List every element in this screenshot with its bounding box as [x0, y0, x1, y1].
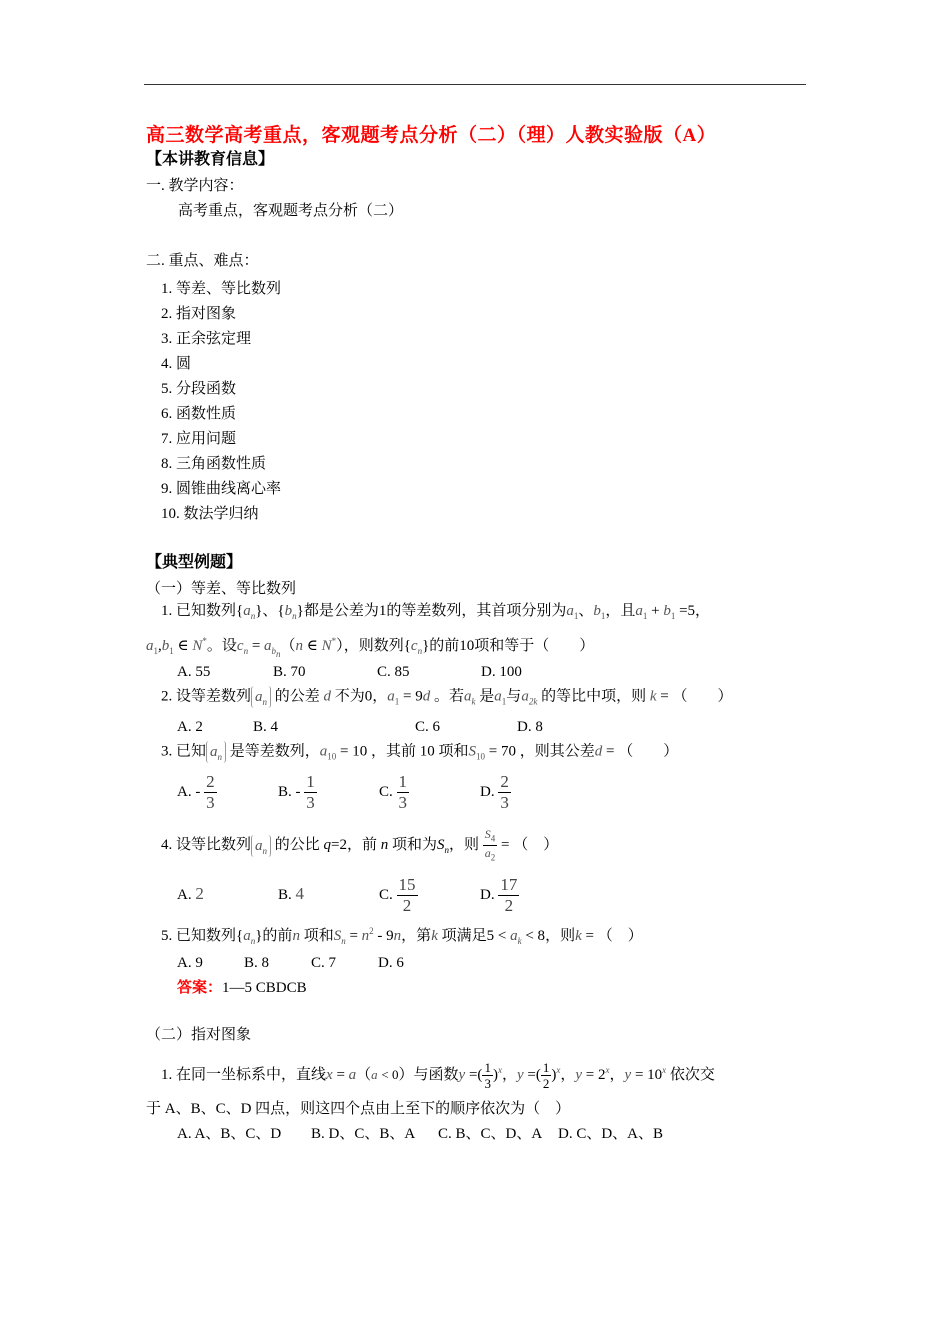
choice-a[interactable]: A. - $\frac{2}{3}$ — [177, 772, 215, 813]
choice-c[interactable]: C. 7 — [311, 955, 337, 971]
choice-b[interactable]: B. 70 — [273, 664, 306, 680]
list-item: 4. 圆 — [161, 356, 192, 372]
answer-label: 答案： — [177, 980, 223, 996]
question-6-line1: 1. 在同一坐标系中，直线x = a（a < 0）与函数y =( $\frac{1}{3}$ )$^x$，y =( $\frac{1}{2}$ )$^x$，$y = 2^x$，$y = 10^x$ 依次交 — [161, 1060, 715, 1092]
question-4-line1: 4. 设等比数列 $a_n$ 的公比 q=2，前 n 项和为$S_n$，则 $\frac{S_4}{a_2}$ = （ ） — [161, 826, 559, 863]
question-3-choices — [177, 770, 511, 814]
choice-b[interactable]: B. 4 — [253, 719, 279, 735]
choice-d[interactable]: D. $\frac{17}{2}$ — [480, 875, 518, 916]
choice-d[interactable]: D. C、D、A、B — [558, 1126, 664, 1142]
part2-header: （二）指对图象 — [146, 1027, 252, 1043]
top-rule — [144, 84, 806, 85]
choice-a[interactable]: A. A、B、C、D — [177, 1126, 282, 1142]
choice-c[interactable]: C. B、C、D、A — [438, 1126, 543, 1142]
list-item: 8. 三角函数性质 — [161, 456, 267, 472]
question-5-choices — [177, 953, 404, 973]
list-item: 9. 圆锥曲线离心率 — [161, 481, 282, 497]
question-1-line1: 1. 已知数列$\{a_n\}$、$\{b_n\}$都是公差为1的等差数列，其首项分别为$a_1$、$b_1$，且$a_1 + b_1 =5$， — [161, 603, 711, 621]
question-5-line1: 5. 已知数列$\{a_n\}$的前n 项和$S_n = n^2 - 9n$，第k 项满足$5 < a_k < 8$，则k = （ ） — [161, 926, 643, 946]
choice-a[interactable]: A. 2 — [177, 884, 204, 903]
choice-a[interactable]: A. 9 — [177, 955, 203, 971]
content-header: 一. 教学内容： — [146, 178, 244, 194]
question-2-choices — [177, 717, 543, 737]
list-item: 10. 数法学归纳 — [161, 506, 259, 522]
choice-d[interactable]: D. 6 — [378, 955, 404, 971]
question-2-line1: 2. 设等差数列 $a_n$ 的公差 d 不为0，$a_1 = 9d$ 。若$a_k$ 是$a_1$与$a_{2k}$ 的等比中项，则 k = （ ） — [161, 686, 732, 711]
list-item: 3. 正余弦定理 — [161, 331, 252, 347]
choice-a[interactable]: A. 55 — [177, 664, 211, 680]
choice-d[interactable]: D. 100 — [481, 664, 522, 680]
list-item: 1. 等差、等比数列 — [161, 281, 282, 297]
focus-header: 二. 重点、难点： — [146, 253, 259, 269]
answer-line — [177, 978, 307, 998]
choice-c[interactable]: C. $\frac{1}{3}$ — [379, 772, 408, 813]
question-6-line2: 于 A、B、C、D 四点，则这四个点由上至下的顺序依次为（ ） — [146, 1101, 571, 1117]
choice-c[interactable]: C. 6 — [415, 719, 441, 735]
part1-header: （一）等差、等比数列 — [146, 581, 297, 597]
choice-d[interactable]: D. 8 — [517, 719, 543, 735]
choice-b[interactable]: B. 4 — [278, 884, 305, 903]
list-item: 7. 应用问题 — [161, 431, 237, 447]
list-item: 6. 函数性质 — [161, 406, 237, 422]
question-1-line2: $a_1,b_1$ ∈ N*。设$c_n = a_{b_n}(n$ ∈ N*），则数列$\{c_n\}$的前10项和等于（ ） — [146, 636, 595, 659]
choice-d[interactable]: D. $\frac{2}{3}$ — [480, 772, 509, 813]
content-text: 高考重点，客观题考点分析（二） — [178, 203, 404, 219]
question-4-choices — [177, 872, 519, 917]
question-1-choices — [177, 662, 522, 682]
choice-a[interactable]: A. 2 — [177, 719, 203, 735]
choice-c[interactable]: C. $\frac{15}{2}$ — [379, 875, 416, 916]
examples-header: 【典型例题】 — [146, 554, 243, 571]
info-header: 【本讲教育信息】 — [146, 151, 275, 168]
page-title: 高三数学高考重点，客观题考点分析（二）（理）人教实验版（A） — [146, 125, 717, 146]
question-6-choices — [177, 1124, 663, 1144]
choice-c[interactable]: C. 85 — [377, 664, 410, 680]
choice-b[interactable]: B. D、C、B、A — [311, 1126, 416, 1142]
list-item: 2. 指对图象 — [161, 306, 237, 322]
list-item: 5. 分段函数 — [161, 381, 237, 397]
choice-b[interactable]: B. 8 — [244, 955, 270, 971]
question-3-line1: 3. 已知 $a_n$ 是等差数列，$a_{10} = 10$ ，其前 10 项和$S_{10} = 70$ ，则其公差d = （ ） — [161, 741, 678, 766]
answer-text: 1—5 CBDCB — [222, 980, 307, 996]
choice-b[interactable]: B. - $\frac{1}{3}$ — [278, 772, 315, 813]
